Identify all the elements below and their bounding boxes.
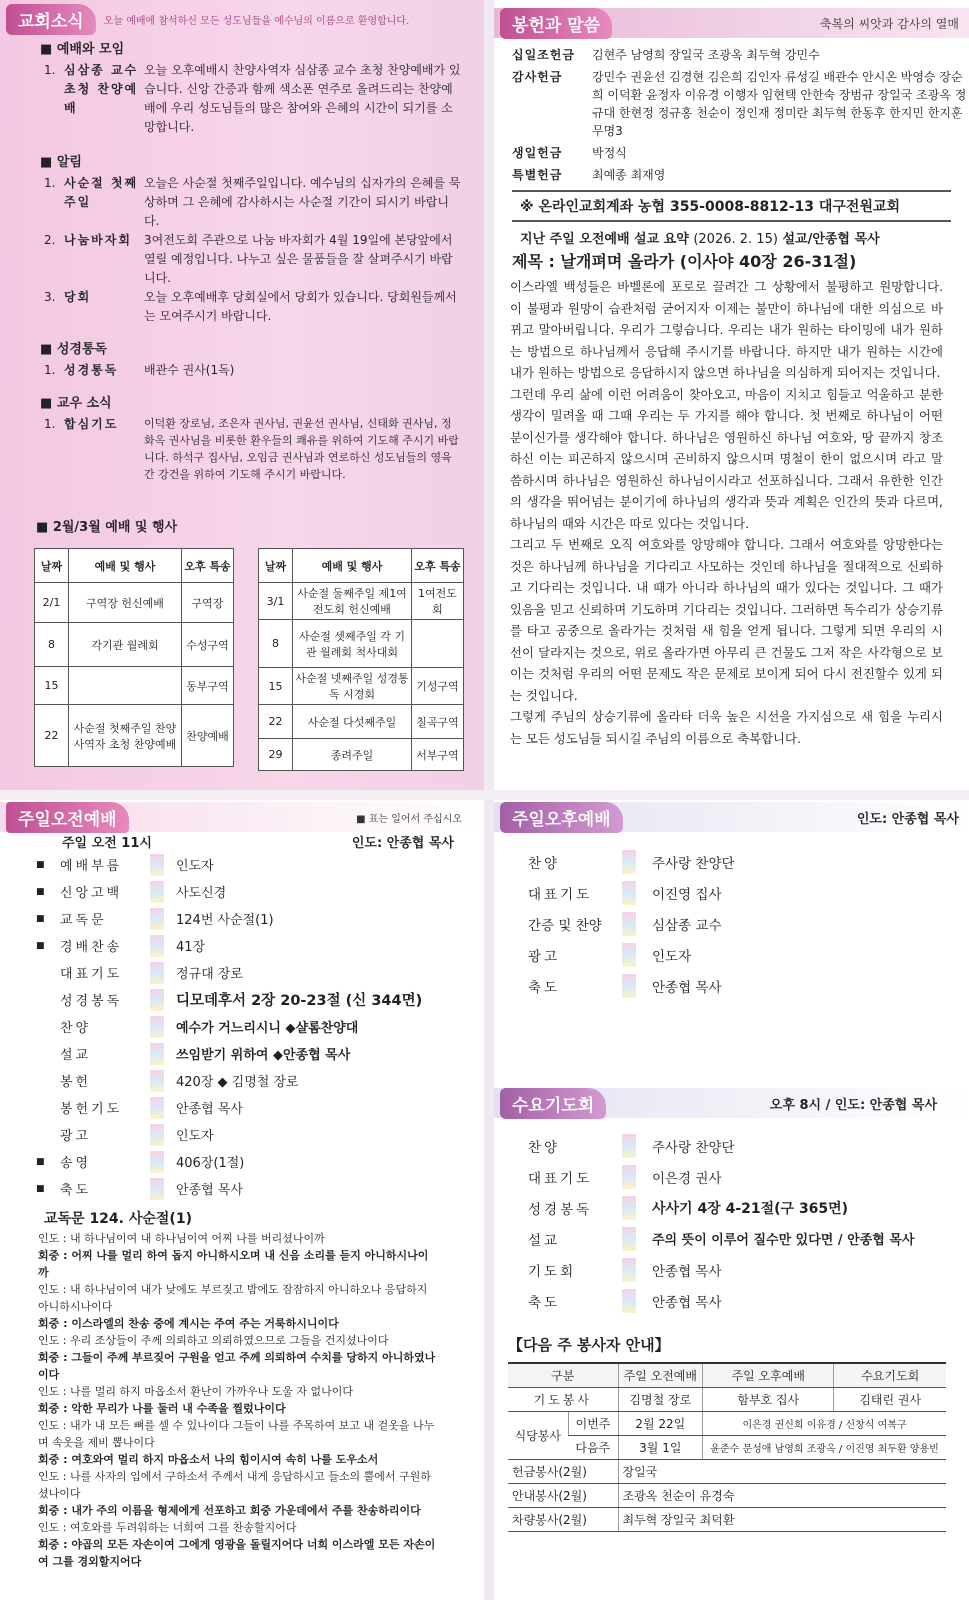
order-row: 찬양 주사랑 찬양단: [528, 1130, 969, 1161]
morning-order: [0, 851, 484, 1202]
table-row: 3/1 사순절 둘째주일 제1여전도회 헌신예배 1여전도회: [259, 583, 464, 620]
wednesday-leader: 오후 8시 / 인도: 안종협 목사: [769, 1097, 937, 1113]
reading-title: 교독문 124. 사순절(1): [44, 1211, 192, 1227]
order-row: 대표기도 정규대 장로: [36, 959, 484, 986]
order-row: 성경봉독 사사기 4장 4-21절(구 365면): [528, 1192, 969, 1223]
members-heading: ■ 교우 소식: [40, 392, 484, 411]
order-row: 찬양 예수가 거느리시니 ◆샬롬찬양대: [36, 1013, 484, 1040]
order-row: ■ 송영 406장(1절): [36, 1148, 484, 1175]
afternoon-leader: 인도: 안종협 목사: [856, 811, 959, 827]
responsive-reading: 인도 : 내 하나님이여 내 하나님이여 어찌 나를 버리셨나이까 회중 : 어찌 나를 멀리 하여 돕지 아니하시오며 내 신음 소리를 듣지 아니하시나이까 인도 : 내 하나님이여 내가 낮에도 부르짖고 밤에도 잠잠하지 아니하오나 응답하지 아니하시나이다 회중 : 이스라엘의 찬송 중에 계시는 주여 주는 거룩하시니이다 인도 : 우리 조상들이 주께 의뢰하고 의뢰하였으므로 그들을 건지셨나이다 회중 : 그들이 주께 부르짖어 구원을 얻고 주께 의뢰하여 수치를 당하지 아니하였나이다 인도 : 나를 멀리 하지 마옵소서 환난이 가까우나 도울 자 없나이다 회중 : 악한 무리가 나를 둘러 내 수족을 찔렀나이다 인도 : 내가 내 모든 뼈를 셀 수 있나이다 그들이 나를 주목하여 보고 내 겉옷을 나누며 속옷을 제비 뽑나이다 회중 : 여호와여 멀리 하지 마옵소서 나의 힘이시여 속히 나를 도우소서 인도 : 나를 사자의 입에서 구하소서 주께서 내게 응답하시고 들소의 뿔에서 구원하셨나이다 회중 : 내가 주의 이름을 형제에게 선포하고 회중 가운데에서 주를 찬송하리이다 인도 : 여호와를 두려워하는 너희여 그를 찬송할지어다 회중 : 야곱의 모든 자손이여 그에게 영광을 돌릴지어다 너희 이스라엘 모든 자손이여 그를 경외할지어다: [38, 1232, 436, 1568]
table-row: 식당봉사 이번주 2월 22일 이은경 권신희 이유경 / 신창식 여복구: [508, 1411, 946, 1435]
order-row: ■ 예배부름 인도자: [36, 851, 484, 878]
afternoon-banner: [494, 802, 969, 832]
sermon-body: 이스라엘 백성들은 바벨론에 포로로 끌려간 그 상황에서 불평하고 원망합니다. 이 불평과 원망이 습관처럼 굳어지자 이제는 불만이 하나님에 대한 의심으로 바뀌고 말아버립니다. 우리가 그렇습니다. 우리는 내가 원하는 타이밍에 내가 원하는 방법으로 하나님께서 응답해 주시기를 바랍니다. 하지만 내가 원하는 시간에 내가 원하는 방법으로 응답하시지 않으면 하나님을 의심하게 되어지는 것입니다. 그런데 우리 삶에 이런 어려움이 찾아오고, 마음이 지치고 힘들고 억울하고 분한 생각이 밀려올 때 그때 우리는 두 가지를 해야 합니다. 첫 번째로 하나님이 어떤 분이신가를 생각해야 합니다. 하나님은 영원하신 하나님 여호와, 땅 끝까지 창조하신 이는 피곤하지 않으시며 곤비하지 않으시며 명철이 한이 없으시며 라고 말씀하시며 하나님은 영원하신 하나님이시라고 선포하십니다. 그래서 유한한 인간의 생각을 뛰어넘는 분이기에 하나님의 생각과 뜻과 계획은 인간의 뜻과 다르며, 하나님의 때와 시간은 따로 있다는 것입니다. 그리고 두 번째로 오직 여호와를 앙망해야 합니다. 그래서 여호와를 앙망한다는 것은 하나님께 하나님을 기다리고 사모하는 것인데 하나님을 절대적으로 신뢰하고 기다리는 것입니다. 내 때가 아니라 하나님의 때가 있다는 것입니다. 그 때가 있음을 믿고 신뢰하며 기도하며 기다리는 것입니다. 그러하면 독수리가 상승기류를 타고 공중으로 올라가는 것처럼 새 힘을 얻게 됩니다. 그렇게 되면 우리의 시선이 달라지는 것으로, 위로 올라가면 아무리 큰 건물도 그저 작은 사각형으로 보이는 것처럼 우리의 어떤 문제도 작은 문제로 보이게 되어 다시 전진할수 있게 되는 것입니다. 그렇게 주님의 상승기류에 올라타 더욱 높은 시선을 가지심으로 새 힘을 누리시는 모든 성도님들 되시길 주님의 이름으로 축복합니다.: [510, 279, 943, 746]
table-row: 15 사순절 넷째주일 성경통독 시경회 기성구역: [259, 668, 464, 705]
table-row: 22 사순절 첫째주일 찬양사역자 초청 찬양예배 찬양예배: [35, 705, 234, 767]
news-banner: [0, 0, 484, 30]
morning-title: 주일오전예배: [6, 802, 129, 833]
news-subtitle: 오늘 예배에 참석하신 모든 성도님들을 예수님의 이름으로 환영합니다.: [103, 15, 410, 27]
order-row: 찬양 주사랑 찬양단: [528, 846, 969, 877]
table-row: 차량봉사(2월) 최두혁 장일국 최덕환: [508, 1507, 946, 1531]
table-row: 다음주 3월 1일 윤준수 문성애 남영희 조광옥 / 이진영 최두환 양용빈: [508, 1435, 946, 1459]
order-row: 설교 쓰임받기 위하여 ◆안종협 목사: [36, 1040, 484, 1067]
vertical-divider: [484, 0, 494, 1600]
order-row: 축도 안종협 목사: [528, 1285, 969, 1316]
morning-header: 주일 오전 11시 인도: 안종협 목사: [62, 836, 454, 851]
order-row: ■ 교독문 124번 사순절(1): [36, 905, 484, 932]
offering-title: 봉헌과 말씀: [500, 8, 612, 39]
horizontal-divider: [0, 790, 969, 800]
sermon-title: 제목 : 날개펴며 올라가 (이사야 40장 26-31절): [512, 252, 857, 271]
stand-note: ■ 표는 일어서 주십시오: [356, 813, 462, 825]
morning-banner: [0, 802, 484, 832]
table-row: 15 동부구역: [35, 667, 234, 705]
news-title: 교회소식: [6, 4, 96, 35]
wednesday-title: 수요기도회: [500, 1088, 606, 1119]
offering-row: 감사헌금 강민수 권윤선 김경현 김은희 김인자 류성길 배관수 안시온 박영승 장순희 이덕환 윤정자 이유경 이행자 임현택 안한숙 장범규 장일국 조광옥 정규대 한현정 정규홍 천순이 정인재 정미란 최두혁 한동후 한지민 한지훈 무명3: [512, 70, 967, 138]
bible-item: 1. 성경통독 배관수 권사(1독): [44, 363, 235, 377]
bank-account: ※ 온라인교회계좌 농협 355-0008-8812-13 대구전원교회: [512, 190, 951, 222]
table-row: 기도봉사 김명철 장로 함부호 집사 김태린 권사: [508, 1387, 946, 1411]
offering-list: [494, 46, 969, 184]
servers-table: [508, 1362, 946, 1532]
worship-item: 1. 심삼종 교수 초청 찬양예배 오늘 오후예배시 찬양사역자 심삼종 교수 초청 찬양예배가 있습니다. 신앙 간증과 함께 색소폰 연주로 올려드리는 찬양예배에 우리 성도님들의 많은 참여와 은혜의 시간이 되기를 소망합니다.: [44, 63, 461, 134]
notice-item: 1. 사순절 첫째주일 오늘은 사순절 첫째주일입니다. 예수님의 십자가의 은혜를 묵상하며 그 은혜에 감사하시는 사순절 기간이 되시기 바랍니다.: [44, 176, 461, 228]
order-row: ■ 신앙고백 사도신경: [36, 878, 484, 905]
table-row: 22 사순절 다섯째주일 칠곡구역: [259, 705, 464, 739]
offering-row: 생일헌금 박정식: [512, 146, 627, 160]
order-row: 기도회 안종협 목사: [528, 1254, 969, 1285]
table-row: 안내봉사(2월) 조광옥 천순이 유경숙: [508, 1483, 946, 1507]
afternoon-title: 주일오후예배: [500, 802, 623, 833]
members-item: 1. 합심기도 이덕환 장로님, 조은자 권사님, 권윤선 권사님, 신태화 권사님, 정화옥 권사님을 비롯한 환우들의 쾌유를 위하여 기도해 주시기 바랍니다. 하석구 집사님, 오임금 권사님과 연로하신 성도님들의 영육간 강건을 위하여 기도해 주시기 바랍니다.: [44, 417, 459, 481]
wednesday-banner: [494, 1088, 969, 1118]
order-row: 대표기도 이은경 권사: [528, 1161, 969, 1192]
table-row: 8 각기관 월례회 수성구역: [35, 623, 234, 667]
table-row: 헌금봉사(2월) 장일국: [508, 1459, 946, 1483]
order-row: 광고 인도자: [36, 1121, 484, 1148]
table-row: 8 사순절 셋째주일 각 기관 월례회 척사대회: [259, 620, 464, 668]
sermon-heading: 지난 주일 오전예배 설교 요약 (2026. 2. 15) 설교/안종협 목사: [520, 232, 880, 247]
bible-heading: ■ 성경통독: [40, 338, 484, 357]
events-heading: ■ 2월/3월 예배 및 행사: [36, 516, 177, 535]
notice-heading: ■ 알림: [40, 151, 484, 170]
offering-banner: [494, 8, 969, 38]
events-table-mar: 날짜 예배 및 행사 오후 특송 3/1 사순절 둘째주일 제1여전도회 헌신예배 1여전도회 8 사순절 셋째주일 각 기관 월례회 척사대회 15 사순절 넷째주일 성경통독 시경회 기성구역 22 사순절 다섯째주일 칠곡구역 29 종려주일 서부구역: [258, 548, 464, 771]
order-row: 대표기도 이진영 집사: [528, 877, 969, 908]
servers-title: 【다음 주 봉사자 안내】: [508, 1336, 670, 1354]
order-row: ■ 축도 안종협 목사: [36, 1175, 484, 1202]
order-row: 축도 안종협 목사: [528, 970, 969, 1001]
table-row: 29 종려주일 서부구역: [259, 739, 464, 771]
notice-item: 2. 나눔바자회 3여전도회 주관으로 나눔 바자회가 4월 19일에 본당앞에서 열릴 예정입니다. 나누고 싶은 물품들을 잘 살펴주시기 바랍니다.: [44, 233, 453, 285]
order-row: 간증 및 찬양 심삼종 교수: [528, 908, 969, 939]
order-row: 성경봉독 디모데후서 2장 20-23절 (신 344면): [36, 986, 484, 1013]
offering-panel: [494, 0, 969, 790]
order-row: ■ 경배찬송 41장: [36, 932, 484, 959]
order-row: 광고 인도자: [528, 939, 969, 970]
offering-subtitle: 축복의 씨앗과 감사의 열매: [820, 16, 959, 31]
table-row: 구분 주일 오전예배 주일 오후예배 수요기도회: [508, 1363, 946, 1387]
order-row: 설교 주의 뜻이 이루어 질수만 있다면 / 안종협 목사: [528, 1223, 969, 1254]
offering-row: 십일조헌금 김현주 남영희 장일국 조광옥 최두혁 강민수: [512, 48, 820, 62]
afternoon-order: [494, 846, 969, 1001]
order-row: 봉헌 420장 ◆ 김명철 장로: [36, 1067, 484, 1094]
notice-item: 3. 당회 오늘 오후예배후 당회실에서 당회가 있습니다. 당회원들께서는 모여주시기 바랍니다.: [44, 290, 457, 323]
events-table-feb: 날짜 예배 및 행사 오후 특송 2/1 구역장 헌신예배 구역장 8 각기관 월례회 수성구역 15 동부구역 22 사순절 첫째주일 찬양사역자 초청 찬양예배 찬양예배: [34, 548, 234, 767]
worship-heading: ■ 예배와 모임: [40, 38, 484, 57]
table-row: 2/1 구역장 헌신예배 구역장: [35, 583, 234, 623]
wednesday-order: [494, 1130, 969, 1316]
offering-row: 특별헌금 최예종 최재영: [512, 168, 666, 182]
afternoon-panel: [494, 800, 969, 1600]
morning-service-panel: [0, 800, 484, 1600]
order-row: 봉헌기도 안종협 목사: [36, 1094, 484, 1121]
church-news-panel: [0, 0, 484, 790]
